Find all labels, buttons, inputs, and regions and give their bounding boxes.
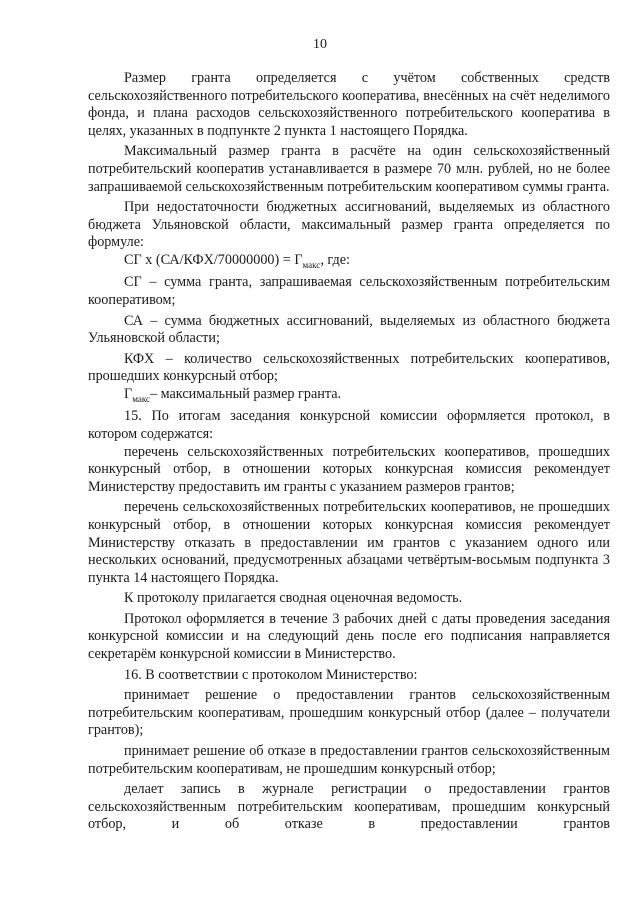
formula (88, 252, 610, 274)
formula-lhs: СГ х (СА/КФХ/70000000) = Г (124, 251, 303, 268)
paragraph-max-grant: Максимальный размер гранта в расчёте на один сельскохозяйственный потребительский кооператив устанавливается в размере 70 млн. рублей, но не более запрашиваемой сельскохозяйственным потребительским кооперативом суммы гранта. (88, 143, 610, 195)
section-15-item-approved: перечень сельскохозяйственных потребительских кооперативов, прошедших конкурсный отбор, в отношении которых конкурсная комиссия рекомендует Министерству предоставить им гранты с указанием размеров грантов; (88, 443, 610, 495)
section-15-item-rejected: перечень сельскохозяйственных потребительских кооперативов, не прошедших конкурсный отбор, в отношении которых конкурсная комиссия рекомендует Министерству отказать в предоставлении им грантов с указанием одного или нескольких оснований, предусмотренных абзацами четвёртым-восьмым подпункта 3 пункта 14 настоящего Порядка. (88, 499, 610, 586)
gmax-subscript: макс (132, 393, 150, 404)
section-16-intro: 16. В соответствии с протоколом Министерство: (124, 666, 418, 683)
definition-sa: СА – сумма бюджетных ассигнований, выделяемых из областного бюджета Ульяновской области; (88, 312, 610, 347)
page-number: 10 (313, 37, 327, 52)
definition-sg: СГ – сумма гранта, запрашиваемая сельскохозяйственным потребительским кооперативом; (88, 274, 610, 308)
gmax-symbol: Г (124, 385, 133, 402)
paragraph-grant-size: Размер гранта определяется с учётом собственных средств сельскохозяйственного потребительского кооператива, внесённых на счёт неделимого фонда, и плана расходов сельскохозяйственного потребительского кооператива в целях, указанных в подпункте 2 пункта 1 настоящего Порядка. (88, 70, 610, 139)
gmax-text: – максимальный размер гранта. (149, 385, 342, 402)
section-15-intro: 15. По итогам заседания конкурсной комиссии оформляется протокол, в котором содержатся: (88, 408, 610, 442)
section-16-item-refusal-decision: принимает решение об отказе в предоставлении грантов сельскохозяйственным потребительским кооперативам, не прошедшим конкурсный отбор; (88, 743, 610, 777)
definition-kfh: КФХ – количество сельскохозяйственных потребительских кооперативов, прошедших конкурсный отбор; (88, 350, 610, 385)
section-16-item-journal-record: делает запись в журнале регистрации о предоставлении грантов сельскохозяйственным потребительским кооперативам, прошедшим конкурсный отбор, и об отказе в предоставлении грантов (88, 781, 610, 833)
document-body (88, 70, 610, 834)
formula-subscript: макс (302, 259, 321, 270)
section-15-protocol-deadline: Протокол оформляется в течение 3 рабочих дней с даты проведения заседания конкурсной комиссии и на следующий день после его подписания направляется секретарём конкурсной комиссии в Министерство. (88, 610, 610, 663)
paragraph-insufficient-funds: При недостаточности бюджетных ассигнований, выделяемых из областного бюджета Ульяновской области, максимальный размер гранта определяется по формуле: (88, 199, 610, 251)
section-16-item-grant-decision: принимает решение о предоставлении грантов сельскохозяйственным потребительским кооперативам, прошедшим конкурсный отбор (далее – получатели грантов); (88, 687, 610, 739)
definition-gmax (88, 386, 610, 408)
section-15-attachment: К протоколу прилагается сводная оценочная ведомость. (124, 590, 463, 607)
formula-rhs: , где: (320, 251, 350, 268)
